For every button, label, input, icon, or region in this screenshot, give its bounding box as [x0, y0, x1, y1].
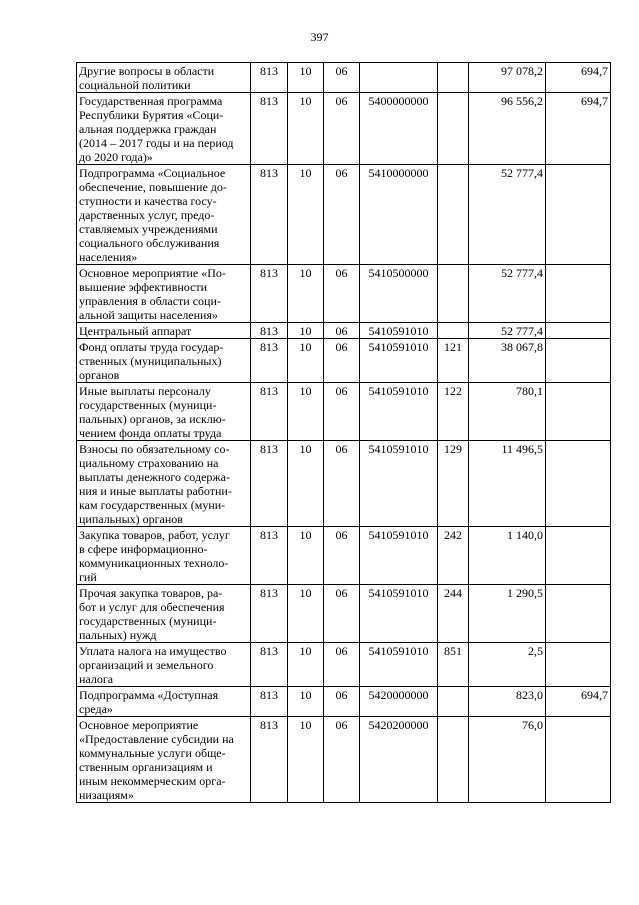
amount-federal	[546, 585, 611, 643]
expense-type-code	[438, 93, 469, 165]
amount-federal: 694,7	[546, 687, 611, 717]
target-article-code: 5410591010	[360, 339, 438, 383]
section-code: 10	[288, 687, 324, 717]
expense-type-code	[438, 63, 469, 93]
table-row	[77, 717, 611, 803]
target-article-code: 5420200000	[360, 717, 438, 803]
table-row	[77, 585, 611, 643]
subsection-code: 06	[324, 527, 360, 585]
row-description: Другие вопросы в области социальной политики	[77, 63, 251, 93]
section-code: 10	[288, 527, 324, 585]
row-description: Закупка товаров, работ, услуг в сфере информационно- коммуникационных техноло- гий	[77, 527, 251, 585]
amount-total: 52 777,4	[469, 323, 546, 339]
expense-type-code	[438, 265, 469, 323]
target-article-code: 5410591010	[360, 527, 438, 585]
subsection-code: 06	[324, 339, 360, 383]
ministry-code: 813	[251, 339, 288, 383]
subsection-code: 06	[324, 717, 360, 803]
amount-total: 38 067,8	[469, 339, 546, 383]
table-row	[77, 165, 611, 265]
ministry-code: 813	[251, 717, 288, 803]
subsection-code: 06	[324, 93, 360, 165]
row-description: Подпрограмма «Доступная среда»	[77, 687, 251, 717]
expense-type-code	[438, 323, 469, 339]
row-description: Государственная программа Республики Бурятия «Соци- альная поддержка граждан (2014 – 2017 годы и на период до 2020 года)»	[77, 93, 251, 165]
ministry-code: 813	[251, 265, 288, 323]
target-article-code: 5410591010	[360, 441, 438, 527]
ministry-code: 813	[251, 93, 288, 165]
target-article-code: 5410000000	[360, 165, 438, 265]
amount-total: 52 777,4	[469, 165, 546, 265]
amount-total: 97 078,2	[469, 63, 546, 93]
amount-total: 96 556,2	[469, 93, 546, 165]
section-code: 10	[288, 63, 324, 93]
amount-total: 1 290,5	[469, 585, 546, 643]
table-row	[77, 643, 611, 687]
subsection-code: 06	[324, 383, 360, 441]
ministry-code: 813	[251, 323, 288, 339]
amount-total: 1 140,0	[469, 527, 546, 585]
table-row	[77, 265, 611, 323]
amount-total: 780,1	[469, 383, 546, 441]
amount-federal	[546, 339, 611, 383]
amount-federal	[546, 165, 611, 265]
amount-federal	[546, 265, 611, 323]
target-article-code: 5420000000	[360, 687, 438, 717]
row-description: Взносы по обязательному со- циальному страхованию на выплаты денежного содержа- ния и иные выплаты работни- кам государственных (муни- ципальных) органов	[77, 441, 251, 527]
amount-total: 52 777,4	[469, 265, 546, 323]
table-row	[77, 441, 611, 527]
page-number: 397	[310, 30, 329, 44]
ministry-code: 813	[251, 383, 288, 441]
amount-federal	[546, 527, 611, 585]
target-article-code: 5410591010	[360, 585, 438, 643]
section-code: 10	[288, 441, 324, 527]
row-description: Уплата налога на имущество организаций и земельного налога	[77, 643, 251, 687]
amount-total: 823,0	[469, 687, 546, 717]
subsection-code: 06	[324, 165, 360, 265]
target-article-code: 5400000000	[360, 93, 438, 165]
amount-federal	[546, 717, 611, 803]
table-row	[77, 339, 611, 383]
target-article-code: 5410591010	[360, 323, 438, 339]
row-description: Иные выплаты персоналу государственных (муници- пальных) органов, за исклю- чением фонда оплаты труда	[77, 383, 251, 441]
row-description: Основное мероприятие «По- вышение эффективности управления в области соци- альной защиты населения»	[77, 265, 251, 323]
table-row	[77, 383, 611, 441]
ministry-code: 813	[251, 63, 288, 93]
amount-federal: 694,7	[546, 93, 611, 165]
section-code: 10	[288, 717, 324, 803]
ministry-code: 813	[251, 165, 288, 265]
table-row	[77, 63, 611, 93]
amount-federal	[546, 383, 611, 441]
subsection-code: 06	[324, 63, 360, 93]
ministry-code: 813	[251, 441, 288, 527]
section-code: 10	[288, 339, 324, 383]
target-article-code: 5410591010	[360, 643, 438, 687]
expense-type-code	[438, 717, 469, 803]
ministry-code: 813	[251, 585, 288, 643]
subsection-code: 06	[324, 585, 360, 643]
amount-federal	[546, 441, 611, 527]
expense-type-code: 121	[438, 339, 469, 383]
row-description: Прочая закупка товаров, ра- бот и услуг для обеспечения государственных (муници- пальных) нужд	[77, 585, 251, 643]
target-article-code: 5410500000	[360, 265, 438, 323]
table-row	[77, 527, 611, 585]
ministry-code: 813	[251, 643, 288, 687]
expense-type-code	[438, 687, 469, 717]
expense-type-code: 242	[438, 527, 469, 585]
expense-type-code: 122	[438, 383, 469, 441]
budget-table	[76, 62, 611, 803]
section-code: 10	[288, 383, 324, 441]
row-description: Центральный аппарат	[77, 323, 251, 339]
target-article-code: 5410591010	[360, 383, 438, 441]
table-row	[77, 93, 611, 165]
row-description: Фонд оплаты труда государ- ственных (муниципальных) органов	[77, 339, 251, 383]
amount-total: 11 496,5	[469, 441, 546, 527]
amount-federal	[546, 323, 611, 339]
section-code: 10	[288, 643, 324, 687]
subsection-code: 06	[324, 687, 360, 717]
amount-total: 76,0	[469, 717, 546, 803]
amount-federal	[546, 643, 611, 687]
expense-type-code	[438, 165, 469, 265]
section-code: 10	[288, 265, 324, 323]
ministry-code: 813	[251, 527, 288, 585]
table-row	[77, 687, 611, 717]
subsection-code: 06	[324, 323, 360, 339]
amount-federal: 694,7	[546, 63, 611, 93]
table-row	[77, 323, 611, 339]
expense-type-code: 129	[438, 441, 469, 527]
expense-type-code: 244	[438, 585, 469, 643]
subsection-code: 06	[324, 441, 360, 527]
expense-type-code: 851	[438, 643, 469, 687]
section-code: 10	[288, 585, 324, 643]
amount-total: 2,5	[469, 643, 546, 687]
target-article-code	[360, 63, 438, 93]
section-code: 10	[288, 323, 324, 339]
ministry-code: 813	[251, 687, 288, 717]
subsection-code: 06	[324, 265, 360, 323]
section-code: 10	[288, 93, 324, 165]
row-description: Основное мероприятие «Предоставление субсидии на коммунальные услуги обще- ственным организациям и иным некоммерческим орга- низациям»	[77, 717, 251, 803]
subsection-code: 06	[324, 643, 360, 687]
row-description: Подпрограмма «Социальное обеспечение, повышение до- ступности и качества госу- дарственных услуг, предо- ставляемых учреждениями социального обслуживания населения»	[77, 165, 251, 265]
section-code: 10	[288, 165, 324, 265]
